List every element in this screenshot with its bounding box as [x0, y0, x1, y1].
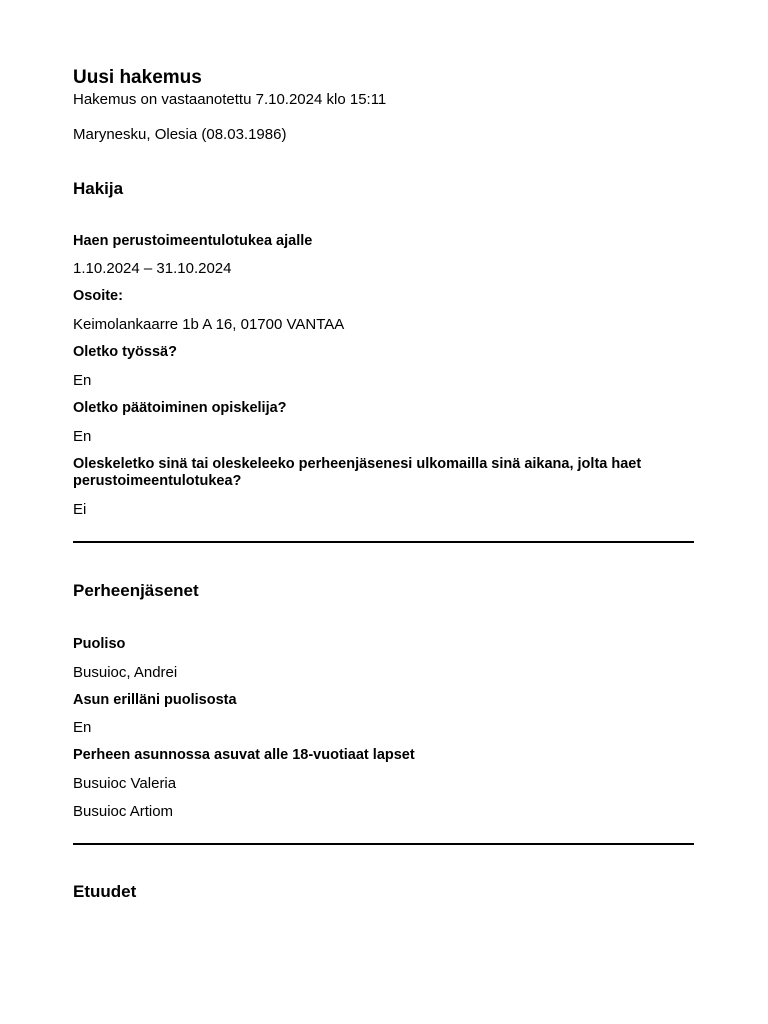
working-value: En: [73, 372, 92, 389]
abroad-label-line1: Oleskeletko sinä tai oleskeleeko perheenjäsenesi ulkomailla sinä aikana, jolta haet: [73, 456, 642, 472]
section-divider: [73, 843, 694, 845]
spouse-label: Puoliso: [73, 636, 126, 652]
abroad-value: Ei: [73, 501, 87, 518]
student-value: En: [73, 428, 92, 445]
working-label: Oletko työssä?: [73, 344, 177, 360]
abroad-label-line2: perustoimeentulotukea?: [73, 473, 242, 489]
period-value: 1.10.2024 – 31.10.2024: [73, 260, 232, 277]
section-heading-family: Perheenjäsenet: [73, 581, 199, 600]
section-heading-benefits: Etuudet: [73, 882, 137, 901]
received-timestamp: Hakemus on vastaanotettu 7.10.2024 klo 15:11: [73, 91, 387, 108]
page-title: Uusi hakemus: [73, 67, 202, 88]
children-label: Perheen asunnossa asuvat alle 18-vuotiaat lapset: [73, 747, 415, 763]
section-divider: [73, 541, 694, 543]
address-label: Osoite:: [73, 288, 123, 304]
spouse-value: Busuioc, Andrei: [73, 664, 178, 681]
student-label: Oletko päätoiminen opiskelija?: [73, 400, 287, 416]
applicant-name: Marynesku, Olesia (08.03.1986): [73, 126, 287, 143]
separate-label: Asun erilläni puolisosta: [73, 692, 237, 708]
address-value: Keimolankaarre 1b A 16, 01700 VANTAA: [73, 316, 345, 333]
period-label: Haen perustoimeentulotukea ajalle: [73, 233, 313, 249]
separate-value: En: [73, 719, 92, 736]
child-item: Busuioc Artiom: [73, 803, 174, 820]
section-heading-applicant: Hakija: [73, 179, 124, 198]
child-item: Busuioc Valeria: [73, 775, 177, 792]
